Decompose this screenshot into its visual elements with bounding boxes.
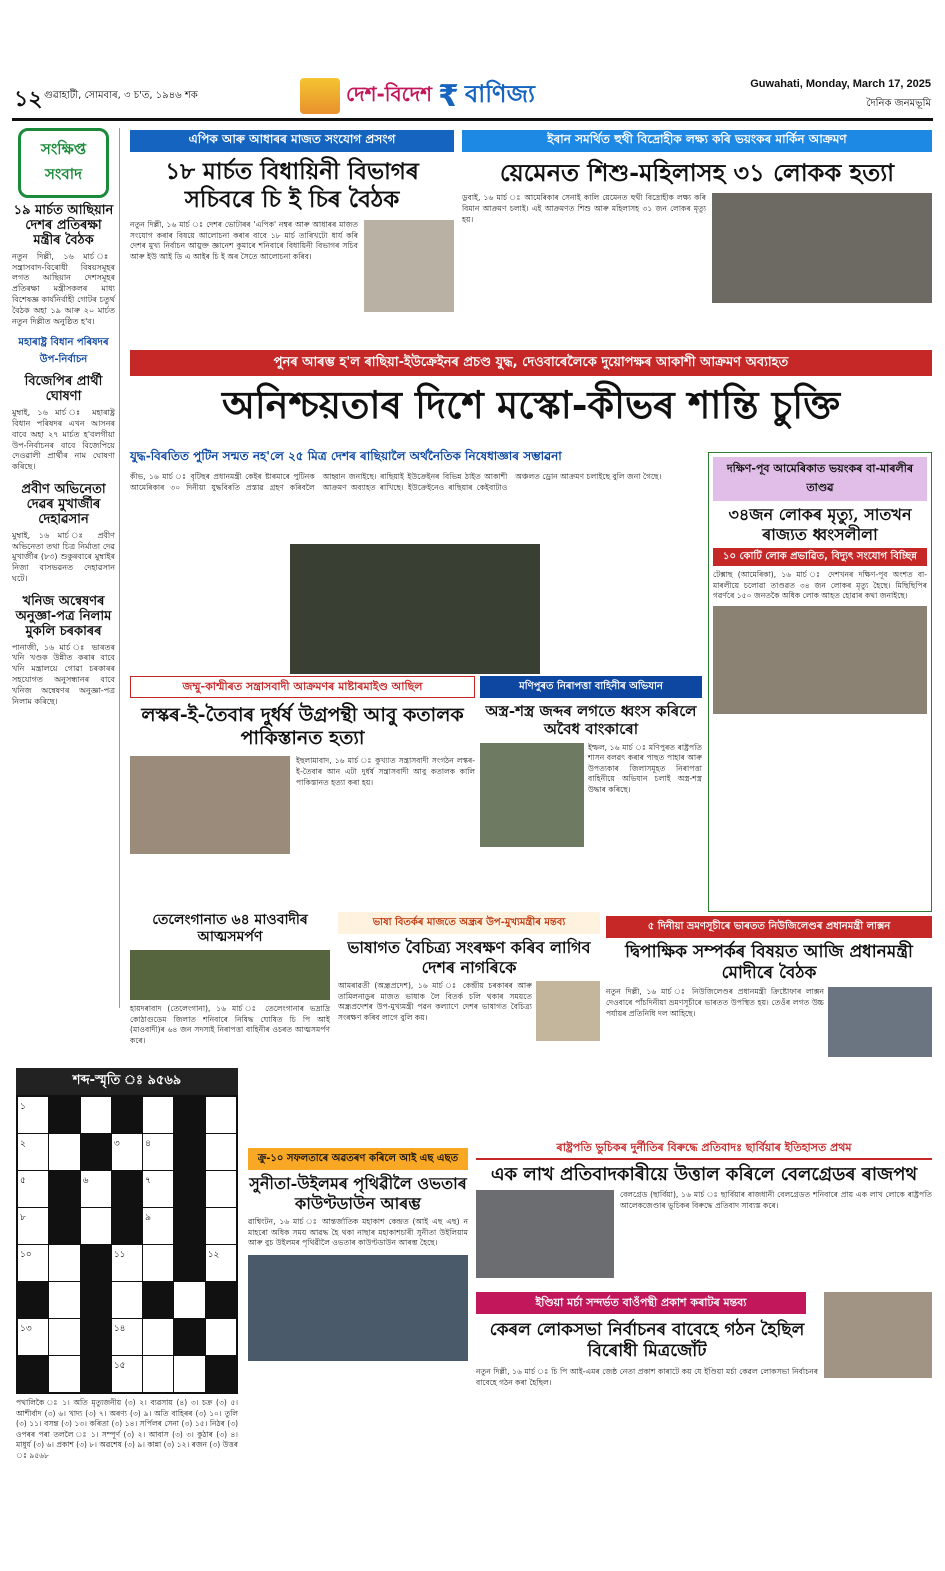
article-strap: ইৰান সমৰ্থিত হুথী বিদ্ৰোহীক লক্ষ্য কৰি ভয়ংকৰ মাৰ্কিন আক্ৰমণ [462,130,932,152]
cw-block [81,1356,111,1392]
cw-block [112,1171,142,1207]
cw-cell[interactable]: ৪ [143,1134,173,1170]
article-strap: এপিক আৰু আধাৰৰ মাজত সংযোগ প্ৰসংগ [130,130,454,152]
section-title-2: বাণিজ্য [464,80,536,108]
article-sunita-williams [248,1148,468,1514]
photo-manipur [480,743,584,847]
page-number: ১২ [14,86,43,112]
cw-cell[interactable] [49,1319,79,1355]
lead-body: কীভ, ১৬ মাৰ্চ ঃ বৃটিছৰ প্ৰধানমন্ত্ৰী কেইৰ ষ্টাৰমাৰে পুটিনক আমেৰিকাৰ ৩০ দিনীয়া যুদ্ধবিৰতি প্ৰস্তাৱ গ্ৰহণ কৰিবলৈ আহ্বান জনাইছে। ৰাছিয়াই ইউক্ৰেইনৰ বিভিন্ন ঠাইত আকাশী আক্ৰমণ অব্যাহত ৰাখিছে। ইউক্ৰেইনেও ৰাছিয়াৰ কেইবাটাও অঞ্চলত ড্ৰোন আক্ৰমণ চলাইছে বুলি জনা গৈছে। [130,472,662,492]
crossword-puzzle [16,1068,238,1512]
cw-cell[interactable]: ৬ [81,1171,111,1207]
cw-cell[interactable] [112,1282,142,1318]
cw-block [112,1097,142,1133]
lead-strap: পুনৰ আৰম্ভ হ'ল ৰাছিয়া-ইউক্ৰেইনৰ প্ৰচণ্ড যুদ্ধ, দেওবাৰেলৈকে দুয়োপক্ষৰ আকাশী আক্ৰমণ অব্যাহত [130,350,932,376]
article-nz-pm [606,916,932,1140]
cw-block [81,1245,111,1281]
cw-cell[interactable]: ৭ [143,1171,173,1207]
photo-surrender [130,950,330,1000]
photo-militants [130,756,290,854]
article-strap: ভাষা বিতৰ্কৰ মাজতে অন্ধ্ৰৰ উপ-মুখ্যমন্ত্ৰীৰ মন্তব্য [338,912,600,934]
photo-prakash-karat [824,1292,932,1378]
article-strap: জম্মু-কাশ্মীৰত সন্ত্ৰাসবাদী আক্ৰমণৰ মাষ্টাৰমাইণ্ড আছিল [130,676,475,698]
cw-block [174,1134,204,1170]
cw-cell[interactable] [143,1319,173,1355]
cw-block [112,1208,142,1244]
cw-block [49,1208,79,1244]
article-strap: ৫ দিনীয়া ভ্ৰমণসূচীৰে ভাৰতত নিউজিলেণ্ডৰ প্ৰধানমন্ত্ৰী লাক্সন [606,916,932,938]
cw-cell[interactable] [143,1097,173,1133]
cw-block [81,1282,111,1318]
article-strap: ১০ কোটি লোক প্ৰভাৱিত, বিদ্যুৎ সংযোগ বিচ্ছিন্ন [713,548,927,566]
cw-cell[interactable] [49,1134,79,1170]
article-maoist-surrender [130,912,330,1046]
section-masthead [300,76,660,116]
parliament-icon [300,78,340,114]
header-rule [12,118,933,121]
brief-item: প্ৰবীণ অভিনেতা দেৱৰ মুখাৰ্জীৰ দেহাৱসান মুম্বাই, ১৬ মাৰ্চ ঃ প্ৰবীণ অভিনেতা তথা চিত্ৰ নিৰ্মাতা দেৱ মুখাৰ্জীৰ (৮৩) শুকুৰবাৰে মুম্বাইৰ নিজা বাসভৱনত দেহাৱসান ঘটে। [12,482,115,584]
cw-cell[interactable] [143,1356,173,1392]
cw-block [174,1208,204,1244]
cw-block [49,1097,79,1133]
cw-cell[interactable] [81,1208,111,1244]
cw-cell[interactable]: ৮ [18,1208,48,1244]
article-body: হায়দৰাবাদ (তেলেংগানা), ১৬ মাৰ্চ ঃ তেলেংগানাৰ ভদ্ৰাদ্ৰি কোঠাগুডেম জিলাত শনিবাৰে নিষিদ্ধ ঘোষিত চি পি আই (মাওবাদী)ৰ ৬৪ জন সদস্যই নিৰাপত্তা বাহিনীৰ ওচৰত আত্মসমৰ্পণ কৰে। [130,1004,330,1046]
cw-block [174,1245,204,1281]
article-body: নতুন দিল্লী, ১৬ মাৰ্চ ঃ নিউজিলেণ্ডৰ প্ৰধানমন্ত্ৰী ক্ৰিষ্টোফাৰ লাক্সন দেওবাৰে পাঁচদিনীয়া ভ্ৰমণসূচীৰে ভাৰতত উপস্থিত হয়। তেওঁৰ লগত উচ্চ পৰ্যায়ৰ প্ৰতিনিধি দল আহিছে। [606,987,824,1018]
lead-subhead: যুদ্ধ-বিৰতিত পুটিন সন্মত নহ'লে ২৫ মিত্ৰ দেশৰ ৰাছিয়ালৈ অৰ্থনৈতিক নিষেধাজ্ঞাৰ সম্ভাৱনা [130,449,562,463]
article-abu-qatal [130,676,475,906]
article-strap: ইণ্ডিয়া মৰ্চা সন্দৰ্ভত বাওঁপন্থী প্ৰকাশ কৰাটৰ মন্তব্য [476,1292,806,1314]
cw-cell[interactable] [174,1282,204,1318]
header-date-assamese: গুৱাহাটী, সোমবাৰ, ৩ চ'ত, ১৯৪৬ শক [44,90,198,101]
cw-cell[interactable]: ১৩ [18,1319,48,1355]
cw-block [174,1171,204,1207]
article-body: নতুন দিল্লী, ১৬ মাৰ্চ ঃ দেশৰ ভোটাৰৰ 'এপিক' নম্বৰ আৰু আধাৰৰ মাজত সংযোগ কৰাৰ বিষয়ে আলোচনা কৰাৰ বাবে ১৮ মাৰ্চ তাৰিখটো ধাৰ্য কৰি দেশৰ মুখ্য নিৰ্বাচন আয়ুক্ত জ্ঞানেশ কুমাৰে শনিবাৰে বিধায়িনী বিভাগৰ সচিব আৰু ইউ আই ডি এ আইৰ চি ই অৰ সৈতে আলোচনা কৰিব। [130,220,358,261]
article-russia-ukraine [130,350,932,436]
lead-headline: অনিশ্চয়তাৰ দিশে মস্কো-কীভৰ শান্তি চুক্তি [222,382,840,427]
cw-cell[interactable]: ৫ [18,1171,48,1207]
photo-astronauts [248,1255,468,1361]
cw-cell[interactable]: ১৪ [112,1319,142,1355]
article-kerala-alliance [476,1292,932,1514]
cw-cell[interactable] [206,1208,236,1244]
cw-cell[interactable] [206,1097,236,1133]
article-body: ইছলামাবাদ, ১৬ মাৰ্চ ঃ কুখ্যাত সন্ত্ৰাসবাদী সংগঠন লস্কৰ-ই-তৈবাৰ আন এটা দুৰ্ধৰ্ষ সন্ত্ৰাসবাদী আবু কতালক কালি পাকিস্তানত হত্যা কৰা হয়। [296,756,475,787]
crossword-grid[interactable] [16,1095,238,1394]
cw-cell[interactable]: ৯ [143,1208,173,1244]
article-body: ইম্ফল, ১৬ মাৰ্চ ঃ মণিপুৰত ৰাষ্ট্ৰপতি শাসন বলৱৎ কৰাৰ পাছত পাহাৰ আৰু উপত্যকাৰ জিলাসমূহত নিৰাপত্তা বাহিনীয়ে অভিযান চলাই অস্ত্ৰ-শস্ত্ৰ উদ্ধাৰ কৰিছে। [588,742,702,795]
cw-block [174,1097,204,1133]
crossword-title: শব্দ-স্মৃতি ঃ ৯৫৬৯ [16,1068,238,1095]
cw-block [81,1134,111,1170]
photo-pawan-kalyan [536,981,600,1041]
brief-news-heading: সংক্ষিপ্ত সংবাদ [18,128,109,198]
rupee-icon: ₹ [438,78,459,114]
article-yemen-strike [462,130,932,345]
article-headline: তেলেংগানাত ৬৪ মাওবাদীৰ আত্মসমৰ্পণ [152,912,308,946]
article-body: নতুন দিল্লী, ১৬ মাৰ্চ ঃ চি পি আই-এমৰ জেষ্ঠ নেতা প্ৰকাশ কাৰাটে কয় যে ইণ্ডিয়া মৰ্চা কেৱল লোকসভা নিৰ্বাচনৰ বাবেহে গঠন কৰা হৈছিল। [476,1367,818,1388]
photo-luxon [828,987,932,1057]
cw-cell[interactable] [143,1245,173,1281]
cw-block [143,1282,173,1318]
cw-block [18,1356,48,1392]
article-strap: মণিপুৰত নিৰাপত্তা বাহিনীৰ অভিযান [480,676,702,698]
section-title: দেশ-বিদেশ [346,81,432,106]
photo-explosion [290,544,540,674]
article-headline: অস্ত্ৰ-শস্ত্ৰ জব্দৰ লগতে ধ্বংস কৰিলে অবৈধ বাংকাৰো [485,702,697,739]
cw-cell[interactable]: ৩ [112,1134,142,1170]
cw-block [81,1319,111,1355]
brief-item: ১৯ মাৰ্চত আছিয়ান দেশৰ প্ৰতিৰক্ষা মন্ত্ৰীৰ বৈঠক নতুন দিল্লী, ১৬ মাৰ্চ ঃ সন্ত্ৰাসবাদ-বিৰোধী বিষয়সমূহৰ লগত আছিয়ান দেশসমূহৰ প্ৰতিৰক্ষা মন্ত্ৰীসকলৰ মাধ্য বিশেষজ্ঞ কাৰ্যনিৰ্বাহী গোটৰ চতুৰ্থ বৈঠক অহা ১৯ আৰু ২০ মাৰ্চত নতুন দিল্লীত অনুষ্ঠিত হ'ব। [12,203,115,326]
cw-cell[interactable]: ১০ [18,1245,48,1281]
cw-cell[interactable]: ১১ [112,1245,142,1281]
photo-yemen [712,193,932,303]
cw-block [206,1356,236,1392]
article-manipur [480,676,702,906]
cw-block [206,1282,236,1318]
article-body: ৱাশ্বিংটন, ১৬ মাৰ্চ ঃ আন্তৰ্জাতিক মহাকাশ কেন্দ্ৰত (আই এছ এছ) ন মাহৰো অধিক সময় আৱদ্ধ হৈ থকা নাছাৰ মহাকাশচাৰী সুনীতা উইলিয়াম আৰু বুচ উইলমৰ পৃথিৱীলৈ ওভতাৰ কাউণ্টডাউন আৰম্ভ হৈছে। [248,1217,468,1248]
article-headline: ভাষাগত বৈচিত্ৰ্য সংৰক্ষণ কৰিব লাগিব দেশৰ নাগৰিকে [347,938,591,977]
cw-block [49,1171,79,1207]
photo-storm [713,606,927,714]
cw-cell[interactable]: ১২ [206,1245,236,1281]
box-strap: দক্ষিণ-পূব আমেৰিকাত ভয়ংকৰ বা-মাৰলীৰ তাণ্ডৱ [713,457,927,501]
article-body: ডুবাই, ১৬ মাৰ্চ ঃ আমেৰিকাৰ সেনাই কালি য়েমেনত হুথী বিদ্ৰোহীক লক্ষ্য কৰি বিমান আক্ৰমণ চলাই। এই আক্ৰমণত শিশু আৰু মহিলাসহ ৩১ জন লোকৰ মৃত্যু হয়। [462,193,706,224]
cw-cell[interactable] [49,1282,79,1318]
article-body: টেক্সাছ (আমেৰিকা), ১৬ মাৰ্চ ঃ দেশখনৰ দক্ষিণ-পূব অংশত বা-মাৰলীয়ে চলোৱা তাণ্ডৱত ৩৪ জন লোকৰ মৃত্যু হৈছে। মিছিছিপিৰ গৱৰ্ণৰে ১৫০ জনতকৈ অধিক লোক আহত হোৱাৰ কথা জনাইছে। [713,570,927,601]
article-headline: লস্কৰ-ই-তৈবাৰ দুৰ্ধৰ্ষ উগ্ৰপন্থী আবু কতালক পাকিস্তানত হত্যা [141,704,464,750]
article-language [338,912,600,1142]
article-headline: ৩৪জন লোকৰ মৃত্যু, সাতখন ৰাজ্যত ধ্বংসলীলা [728,505,912,544]
cw-block [18,1282,48,1318]
article-ci-meeting [130,130,454,345]
cw-block [174,1319,204,1355]
cw-cell[interactable] [206,1134,236,1170]
brief-item: মহাৰাষ্ট্ৰ বিধান পৰিষদৰ উপ-নিৰ্বাচন বিজেপিৰ প্ৰাৰ্থী ঘোষণা মুম্বাই, ১৬ মাৰ্চ ঃ মহাৰাষ্ট্ৰ বিধান পৰিষদৰ এখন আসনৰ বাবে অহা ২৭ মাৰ্চত হ'বলগীয়া উপ-নিৰ্বাচনৰ বাবে বিজেপিয়ে দেওৱালী প্ৰাৰ্থীৰ নাম ঘোষণা কৰিছে। [12,337,115,472]
photo-official [364,220,454,312]
article-headline: এক লাখ প্ৰতিবাদকাৰীয়ে উত্তাল কৰিলে বেলগ্ৰেডৰ ৰাজপথ [490,1164,918,1185]
article-strap: ক্ৰু-১০ সফলতাৰে অৱতৰণ কৰিলে আই এছ এছত [248,1148,468,1170]
article-headline: সুনীতা-উইলমৰ পৃথিৱীলৈ ওভতাৰ কাউণ্টডাউন আৰম্ভ [249,1174,467,1213]
cw-cell[interactable] [206,1319,236,1355]
page-header [0,0,945,118]
lead-content [130,448,700,670]
article-body: আমৰাৱতী (অন্ধ্ৰপ্ৰদেশ), ১৬ মাৰ্চ ঃ কেন্দ্ৰীয় চৰকাৰৰ আৰু তামিলনাডুৰ মাজত ভাষাক লৈ বিতৰ্ক চলি থকাৰ সময়তে অন্ধ্ৰপ্ৰদেশৰ উপ-মুখ্যমন্ত্ৰী পৱন কল্যাণে দেশৰ ভাষাগত বৈচিত্ৰ্য সংৰক্ষণ কৰিব লাগে বুলি কয়। [338,981,532,1022]
cw-cell[interactable]: ১৫ [112,1356,142,1392]
brief-news-column [12,128,120,1008]
crossword-clues: পথালিকৈ ঃ ১। অতি মৃত্যুজনীয় (৩) ২। ব্যৱসায় (৪) ৩। চক্ৰ (৩) ৫। আশীৰ্বাদ (৩) ৬। খাদ্য (৩) ৭। অৰণ্য (৩) ৯। অতি বাহিৰৰ (৩) ১০। তুলি (৩) ১১। বসন্ত (৩) ১৩। কৰিতা (৩) ১৪। সৰ্পিলৰ সেনা (৩) ১৫। নিঠৰ (৩) ওপৰৰ পৰা তললৈ ঃ ১। সম্পূৰ্ণ (৩) ২। আবাস (৩) ৩। কুঠাৰ (৩) ৪। মাধুৰ্য (৩) ৬। প্ৰকাশ (৩) ৮। অৱশেষ (৩) ৯। কান্না (৩) ১২। ৰজন (৩) উত্তৰ ঃ ৯৫৬৮ [16,1398,238,1460]
cw-cell[interactable]: ১ [18,1097,48,1133]
article-strap: ৰাষ্ট্ৰপতি ভুচিকৰ দুৰ্নীতিৰ বিৰুদ্ধে প্ৰতিবাদঃ ছাৰ্বিয়াৰ ইতিহাসত প্ৰথম [476,1138,932,1160]
article-headline: ১৮ মাৰ্চত বিধায়িনী বিভাগৰ সচিবৰে চি ই চিৰ বৈঠক [165,158,419,214]
article-headline: দ্বিপাক্ষিক সম্পৰ্কৰ বিষয়ত আজি প্ৰধানমন্ত্ৰী মোদীৰে বৈঠক [625,942,913,983]
article-us-storm [708,452,932,912]
article-headline: কেৰল লোকসভা নিৰ্বাচনৰ বাবেহে গঠন হৈছিল বিৰোধী মিত্ৰজোঁট [489,1320,805,1361]
article-belgrade-protest [476,1138,932,1288]
cw-cell[interactable] [49,1356,79,1392]
cw-cell[interactable] [174,1356,204,1392]
photo-protest [476,1190,614,1278]
article-body: বেলগ্ৰেড (ছাৰ্বিয়া), ১৬ মাৰ্চ ঃ ছাৰ্বিয়াৰ ৰাজধানী বেলগ্ৰেডত শনিবাৰে প্ৰায় এক লাখ লোকে ৰাষ্ট্ৰপতি আলেকজেণ্ডাৰ ভুচিকৰ বিৰুদ্ধে প্ৰতিবাদ সাব্যস্ত কৰে। [620,1189,932,1210]
cw-cell[interactable] [49,1245,79,1281]
article-headline: য়েমেনত শিশু-মহিলাসহ ৩১ লোকক হত্যা [499,158,895,187]
brief-item: খনিজ অন্বেষণৰ অনুজ্ঞা-পত্ৰ নিলাম মুকলি চৰকাৰৰ পানাজী, ১৬ মাৰ্চ ঃ ভাৰতৰ খনি খণ্ডক উন্নীত কৰাৰ বাবে খনি মন্ত্ৰালয়ে গোৱা চৰকাৰৰ সহযোগত অনুসন্ধানৰ বাবে খনিজ অন্বেষণৰ অনুজ্ঞা-পত্ৰ নিলাম কৰিছে। [12,593,115,706]
cw-cell[interactable] [206,1171,236,1207]
cw-cell[interactable] [81,1097,111,1133]
newspaper-name: দৈনিক জনমভূমি [866,98,931,109]
header-date-english: Guwahati, Monday, March 17, 2025 [750,78,931,90]
cw-cell[interactable]: ২ [18,1134,48,1170]
